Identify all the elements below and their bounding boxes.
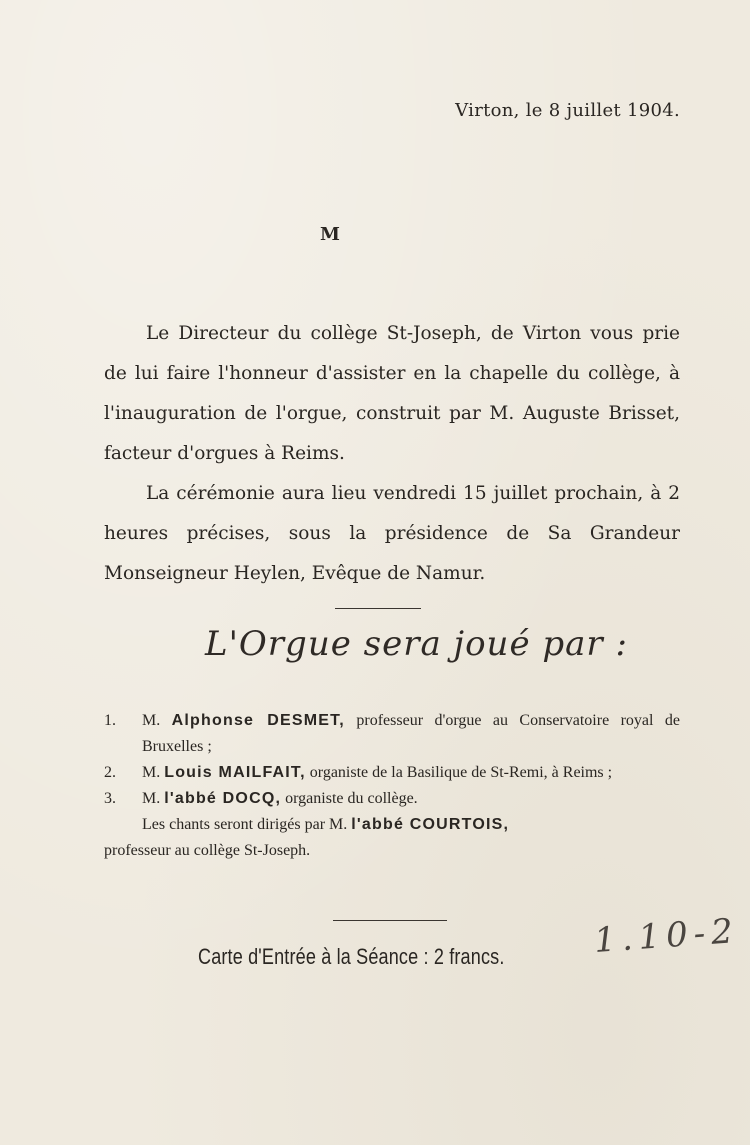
choir-director-name: l'abbé COURTOIS,	[351, 816, 510, 833]
performer-list	[104, 708, 680, 864]
item-number: 2.	[104, 764, 116, 781]
program-heading: L'Orgue sera joué par :	[205, 624, 628, 664]
performer-description: professeur d'orgue au Conservatoire royal de Bruxelles ;	[142, 712, 680, 755]
divider-rule	[333, 920, 447, 921]
chants-line	[104, 812, 680, 838]
date-line: Virton, le 8 juillet 1904.	[455, 100, 680, 121]
invitation-paragraph: Le Directeur du collège St-Joseph, de Virton vous prie de lui faire l'honneur d'assister en la chapelle du collège, à l'inauguration de l'orgue, construit par M. Auguste Brisset, facteur d'orgues à Reims.	[104, 323, 680, 464]
list-item	[104, 786, 680, 812]
handwritten-note: 1.10-2	[592, 910, 741, 962]
item-text	[142, 708, 680, 760]
performer-name: l'abbé DOCQ,	[164, 790, 282, 807]
item-prefix: M.	[142, 712, 161, 729]
item-number: 1.	[104, 712, 116, 729]
list-item	[104, 708, 680, 760]
performer-name: Alphonse DESMET,	[171, 712, 345, 729]
chants-suffix: professeur au collège St-Joseph.	[104, 842, 311, 859]
divider-rule	[335, 608, 421, 609]
item-text	[142, 786, 680, 812]
ticket-price: Carte d'Entrée à la Séance : 2 francs.	[198, 944, 505, 969]
performer-description: organiste de la Basilique de St-Remi, à Reims ;	[309, 764, 613, 781]
list-item	[104, 760, 680, 786]
item-text	[142, 760, 680, 786]
ceremony-paragraph: La cérémonie aura lieu vendredi 15 juillet prochain, à 2 heures précises, sous la présidence de Sa Grandeur Monseigneur Heylen, Evêque de Namur.	[104, 483, 680, 584]
performer-name: Louis MAILFAIT,	[164, 764, 306, 781]
item-prefix: M.	[142, 764, 161, 781]
item-prefix: M.	[142, 790, 161, 807]
salutation: M	[320, 224, 340, 245]
item-number: 3.	[104, 790, 116, 807]
performer-description: organiste du collège.	[285, 790, 418, 807]
chants-prefix: Les chants seront dirigés par M.	[142, 816, 348, 833]
